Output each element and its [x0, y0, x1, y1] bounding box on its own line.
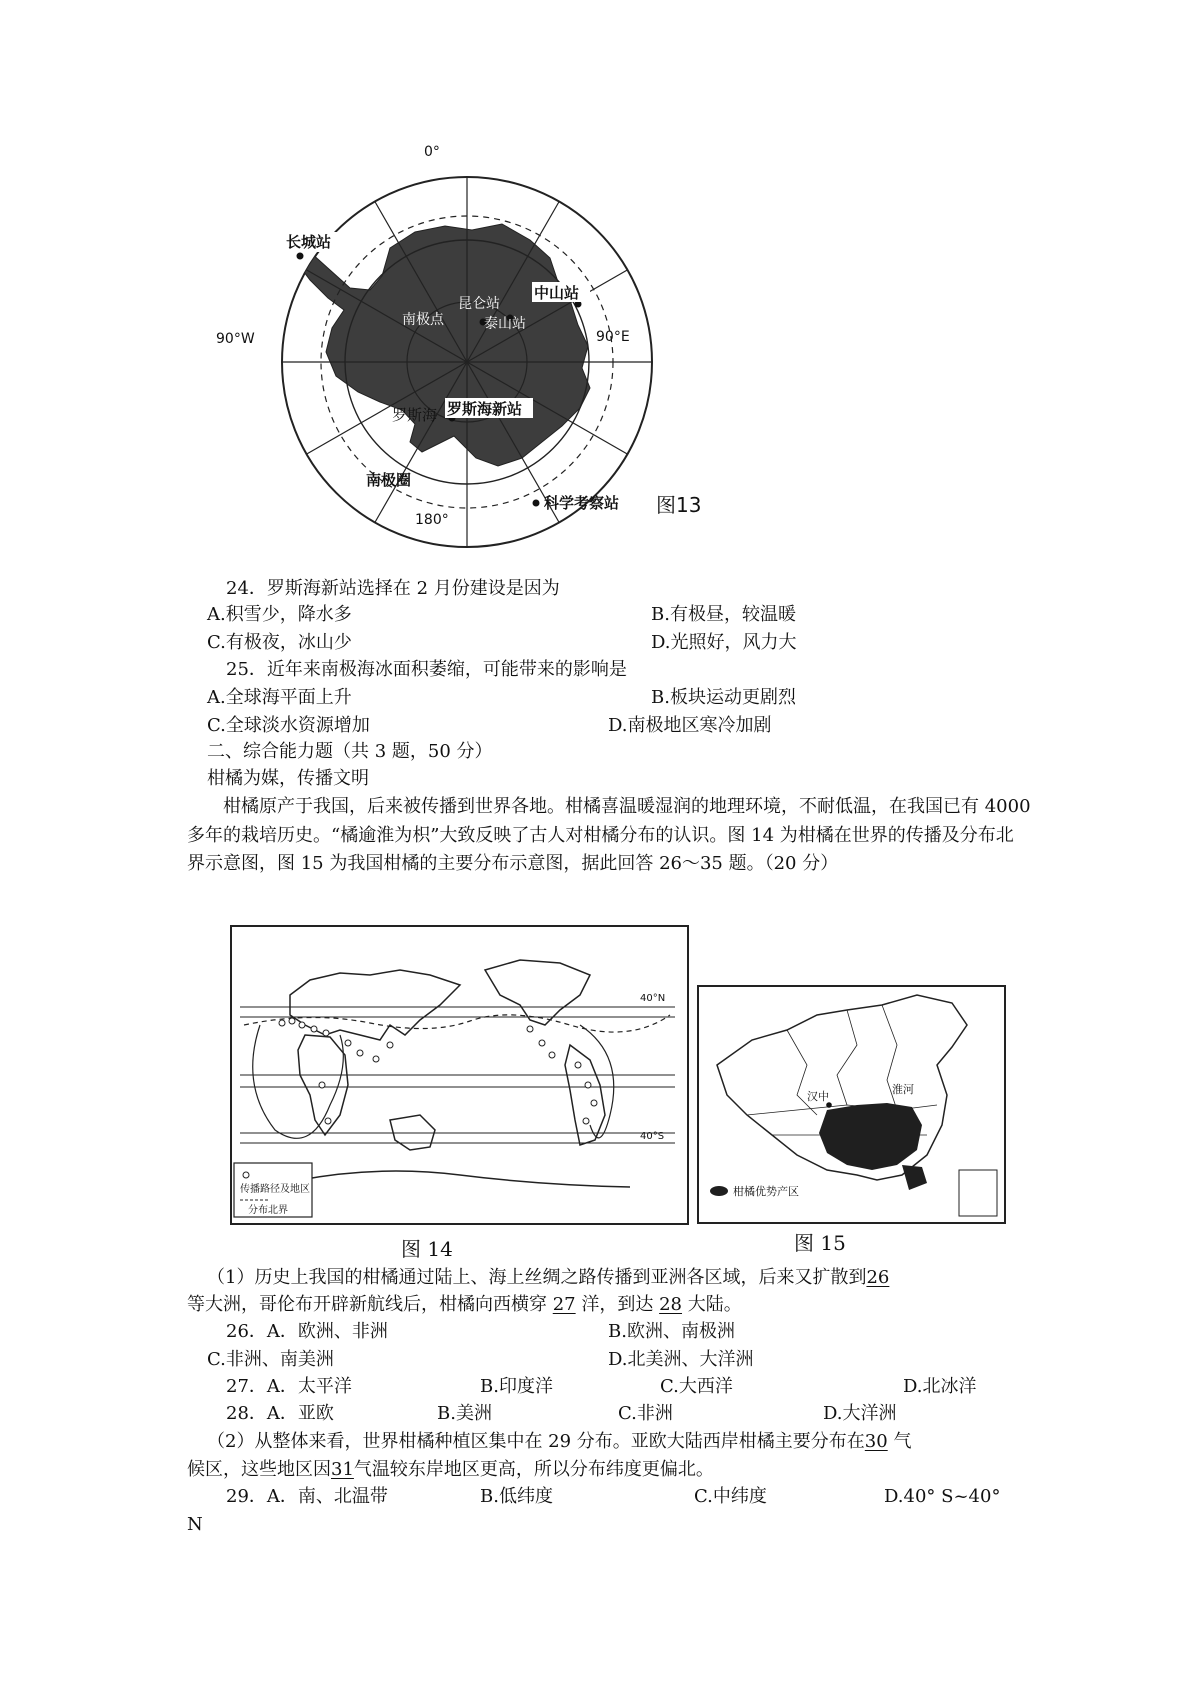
label-antarctic-circle: 南极圈	[366, 471, 412, 489]
p2-text-c: 气	[893, 1431, 912, 1452]
q26-option-c: C.非洲、南美洲	[207, 1349, 334, 1370]
q29-option-d-cont: N	[187, 1514, 203, 1535]
blank-30: 30	[864, 1431, 888, 1452]
q28-option-a: 28．A．亚欧	[226, 1403, 334, 1424]
label-zhongshan: 中山站	[534, 284, 580, 302]
fig15-map	[697, 985, 1007, 1225]
fig15-label: 图 15	[794, 1231, 846, 1255]
legend-citrus: 柑橘优势产区	[733, 1185, 799, 1198]
label-taishan: 泰山站	[484, 316, 526, 332]
fig14-map	[230, 925, 690, 1225]
meridian-90e: 90°E	[596, 329, 630, 345]
section2-subtitle: 柑橘为媒，传播文明	[207, 768, 369, 789]
q29-option-a: 29．A．南、北温带	[226, 1486, 388, 1507]
label-nanjidian: 南极点	[402, 312, 444, 328]
label-hanzhong: 汉中	[807, 1090, 829, 1103]
p2-line1	[207, 1431, 911, 1453]
q27-option-d: D.北冰洋	[903, 1376, 977, 1397]
blank-31: 31	[331, 1459, 354, 1480]
q24-option-a: A.积雪少，降水多	[207, 604, 352, 625]
fig14-label: 图 14	[401, 1237, 453, 1261]
p1-text-b6: 大陆。	[687, 1294, 742, 1315]
q29-option-b: B.低纬度	[480, 1486, 553, 1507]
q25-option-c: C.全球淡水资源增加	[207, 715, 370, 736]
q27-option-c: C.大西洋	[660, 1376, 733, 1397]
q29-option-c: C.中纬度	[694, 1486, 767, 1507]
legend-station: 科学考察站	[544, 494, 620, 512]
q24-option-d: D.光照好，风力大	[651, 632, 797, 653]
q24-stem: 24．罗斯海新站选择在 2 月份建设是因为	[226, 578, 560, 599]
meridian-180: 180°	[415, 512, 449, 528]
p2-text-d: 候区，这些地区因	[187, 1459, 331, 1480]
legend-boundary: 分布北界	[248, 1205, 288, 1216]
q24-option-b: B.有极昼，较温暖	[651, 604, 796, 625]
p1-text-b2: 等大洲，哥伦布开辟新航线后，柑橘向西横穿	[187, 1294, 547, 1315]
blank-26: 26	[866, 1267, 890, 1288]
label-luosihaixin: 罗斯海新站	[447, 400, 523, 418]
legend-route: 传播路径及地区	[240, 1184, 310, 1195]
q26-option-b: B.欧洲、南极洲	[608, 1321, 735, 1342]
label-huaihe: 淮河	[892, 1083, 914, 1096]
q25-stem: 25．近年来南极海冰面积萎缩，可能带来的影响是	[226, 659, 627, 680]
label-kunlun: 昆仑站	[458, 296, 500, 312]
q28-option-c: C.非洲	[618, 1403, 673, 1424]
q24-option-c: C.有极夜，冰山少	[207, 632, 352, 653]
label-changcheng: 长城站	[286, 233, 332, 251]
q27-option-a: 27．A．太平洋	[226, 1376, 352, 1397]
section2-intro: 柑橘原产于我国，后来被传播到世界各地。柑橘喜温暖湿润的地理环境，不耐低温，在我国已有 4000 多年的栽培历史。“橘逾淮为枳”大致反映了古人对柑橘分布的认识。图 14 为柑橘在世界的传播及分布北界示意图，图 15 为我国柑橘的主要分布示意图，据此回答 26～35 题。（20 分）	[187, 796, 1031, 874]
blank-27: 27	[552, 1294, 576, 1315]
section2-heading: 二、综合能力题（共 3 题，50 分）	[207, 741, 493, 762]
label-40n: 40°N	[640, 993, 666, 1004]
p2-text-f: 气温较东岸地区更高，所以分布纬度更偏北。	[353, 1459, 714, 1480]
p2-line2	[187, 1459, 714, 1481]
fig13-label: 图13	[656, 493, 702, 517]
p1-text-b4: 洋，到达	[581, 1294, 654, 1315]
label-40s: 40°S	[640, 1131, 665, 1142]
q28-option-d: D.大洋洲	[823, 1403, 897, 1424]
p1-line1	[207, 1267, 889, 1289]
legend-dot	[533, 500, 540, 507]
q25-option-b: B.板块运动更剧烈	[651, 687, 796, 708]
p2-text-a: （2）从整体来看，世界柑橘种植区集中在 29 分布。亚欧大陆西岸柑橘主要分布在	[207, 1431, 865, 1452]
p1-line2	[187, 1294, 742, 1316]
blank-28: 28	[659, 1294, 683, 1315]
q27-option-b: B.印度洋	[480, 1376, 553, 1397]
meridian-0: 0°	[424, 144, 440, 160]
p1-text-a: （1）历史上我国的柑橘通过陆上、海上丝绸之路传播到亚洲各区域，后来又扩散到	[207, 1267, 867, 1288]
q26-option-d: D.北美洲、大洋洲	[608, 1349, 754, 1370]
label-luosihai: 罗斯海	[392, 406, 438, 424]
station-dot-changcheng	[297, 253, 304, 260]
meridian-90w: 90°W	[216, 331, 255, 347]
q28-option-b: B.美洲	[437, 1403, 492, 1424]
q26-option-a: 26．A．欧洲、非洲	[226, 1321, 388, 1342]
q25-option-a: A.全球海平面上升	[207, 687, 352, 708]
q25-option-d: D.南极地区寒冷加剧	[608, 715, 772, 736]
fig13-map	[216, 140, 800, 580]
q29-option-d: D.40° S~40°	[884, 1486, 1001, 1507]
